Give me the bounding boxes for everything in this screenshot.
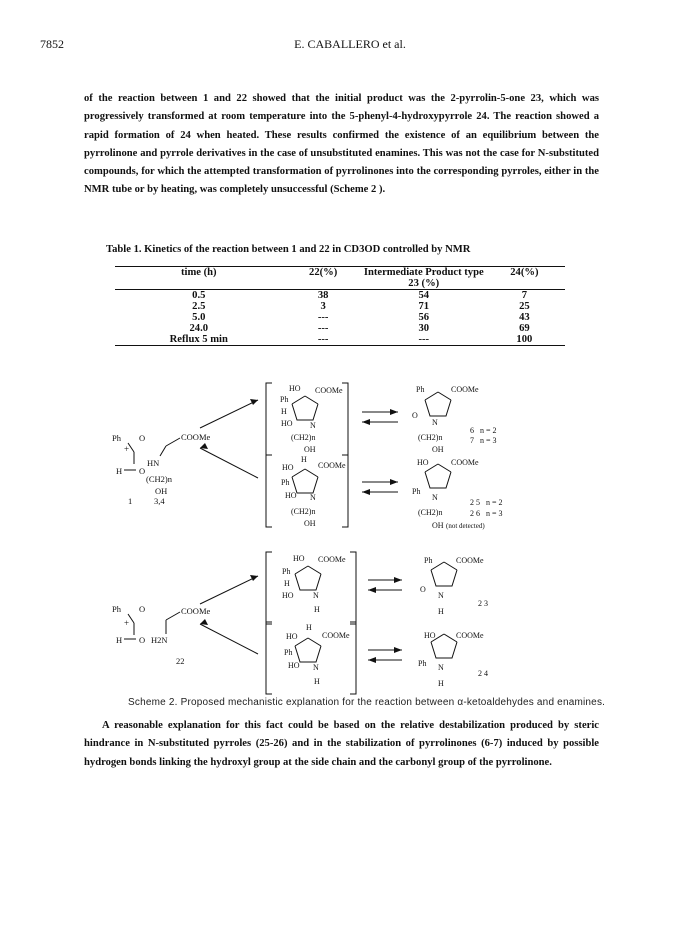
label-o: O bbox=[139, 604, 146, 614]
label-o: O bbox=[139, 466, 146, 476]
scheme-caption: Scheme 2. Proposed mechanistic explanation for the reaction between α-ketoaldehydes and enamines. bbox=[128, 697, 606, 708]
label-coome: COOMe bbox=[322, 631, 350, 640]
label-h2n: H2N bbox=[151, 635, 168, 645]
label-coome: COOMe bbox=[318, 555, 346, 564]
cell: 5.0 bbox=[192, 312, 206, 323]
cell: --- bbox=[317, 334, 329, 345]
label-ph: Ph bbox=[280, 395, 289, 404]
label-ch2n: (CH2)n bbox=[291, 433, 316, 442]
cell: 3 bbox=[320, 301, 326, 312]
reactants-1-and-22 bbox=[112, 604, 211, 666]
label-n3: n = 3 bbox=[480, 436, 497, 445]
label-h: H bbox=[438, 679, 444, 688]
label-not-detected: (not detected) bbox=[446, 522, 485, 530]
label-ch2n: (CH2)n bbox=[418, 508, 443, 517]
label-n: N bbox=[313, 663, 319, 672]
compound-23: 2 3 bbox=[478, 599, 488, 608]
cell: 7 bbox=[521, 290, 528, 301]
label-h: H bbox=[281, 407, 287, 416]
label-o: O bbox=[139, 433, 146, 443]
label-ho: HO bbox=[293, 554, 305, 563]
label-plus: + bbox=[124, 618, 130, 628]
intermediate-top-a bbox=[266, 383, 348, 455]
label-hn: HN bbox=[147, 458, 160, 468]
running-head: E. CABALLERO et al. bbox=[294, 37, 406, 51]
cell: Reflux 5 min bbox=[169, 334, 228, 345]
label-n3: n = 3 bbox=[486, 509, 503, 518]
label-ho: HO bbox=[281, 419, 293, 428]
label-ho: HO bbox=[424, 631, 436, 640]
header-time: time (h) bbox=[180, 267, 217, 278]
cell: 30 bbox=[418, 323, 430, 334]
label-ph: Ph bbox=[424, 556, 433, 565]
label-coome: COOMe bbox=[456, 631, 484, 640]
compound-1: 1 bbox=[128, 496, 133, 506]
cell: --- bbox=[317, 323, 329, 334]
label-h: H bbox=[314, 605, 320, 614]
reactants-1-and-3-4 bbox=[112, 432, 211, 506]
intermediate-bottom-a bbox=[266, 552, 356, 624]
label-ph: Ph bbox=[416, 385, 425, 394]
compound-25: 2 5 bbox=[470, 498, 480, 507]
label-ho: HO bbox=[417, 458, 429, 467]
header-24: 24(%) bbox=[510, 267, 539, 278]
cell: 100 bbox=[516, 334, 533, 345]
label-n: N bbox=[310, 493, 316, 502]
label-oh: OH bbox=[304, 445, 316, 454]
label-ch2n: (CH2)n bbox=[418, 433, 443, 442]
cell: 54 bbox=[418, 290, 430, 301]
compound-3-4: 3,4 bbox=[154, 496, 165, 506]
label-coome: COOMe bbox=[181, 606, 211, 616]
label-n: N bbox=[438, 663, 444, 672]
label-h: H bbox=[314, 677, 320, 686]
compound-22: 22 bbox=[176, 656, 185, 666]
cell: 38 bbox=[317, 290, 329, 301]
label-h: H bbox=[301, 455, 307, 464]
cell: 71 bbox=[418, 301, 430, 312]
label-h: H bbox=[116, 466, 123, 476]
cell: 24.0 bbox=[189, 323, 209, 334]
label-ph: Ph bbox=[112, 604, 121, 614]
label-ho: HO bbox=[285, 491, 297, 500]
label-n: N bbox=[432, 418, 438, 427]
label-coome: COOMe bbox=[451, 385, 479, 394]
table-caption: Table 1. Kinetics of the reaction between 1 and 22 in CD3OD controlled by NMR bbox=[106, 244, 471, 255]
label-ch2n: (CH2)n bbox=[146, 474, 172, 484]
compound-24: 2 4 bbox=[478, 669, 488, 678]
cell: --- bbox=[317, 312, 329, 323]
page-number: 7852 bbox=[40, 37, 64, 51]
cell: 0.5 bbox=[192, 290, 206, 301]
cell: 25 bbox=[519, 301, 530, 312]
label-coome: COOMe bbox=[181, 432, 211, 442]
label-ho: HO bbox=[286, 632, 298, 641]
label-oh: OH bbox=[155, 486, 168, 496]
header-22: 22(%) bbox=[309, 267, 338, 278]
header-intermediate: Intermediate Product type 23 (%) bbox=[363, 267, 484, 289]
compound-7: 7 bbox=[470, 436, 474, 445]
label-ho: HO bbox=[289, 384, 301, 393]
compound-26: 2 6 bbox=[470, 509, 480, 518]
label-n: N bbox=[432, 493, 438, 502]
products-6-7 bbox=[412, 385, 497, 454]
label-ch2n: (CH2)n bbox=[291, 507, 316, 516]
cell: 43 bbox=[519, 312, 530, 323]
label-n: N bbox=[310, 421, 316, 430]
label-oh: OH bbox=[432, 521, 444, 530]
label-n2: n = 2 bbox=[486, 498, 503, 507]
label-ho: HO bbox=[282, 591, 294, 600]
cell: 56 bbox=[418, 312, 430, 323]
paragraph-1: of the reaction between 1 and 22 showed that the initial product was the 2-pyrrolin-5-one 23, which was progressively transformed at room temperature into the 5-phenyl-4-hydroxypyrrole 24. The reaction showed a rapid formation of 24 when heated. These results confirmed the existence of an equilibrium between the pyrrolinone and pyrrole derivatives in the case of unsubstituted enamines. This was not the case for N-substituted compounds, for which the attempted transformation of pyrrolinones into the corresponding pyrroles, either in the NMR tube or by heating, was completely unsuccessful (Scheme 2 ). bbox=[84, 93, 599, 196]
compound-6: 6 bbox=[470, 426, 474, 435]
products-25-26 bbox=[412, 458, 503, 530]
product-23 bbox=[420, 556, 488, 616]
label-h: H bbox=[284, 579, 290, 588]
label-oh: OH bbox=[304, 519, 316, 528]
label-o: O bbox=[139, 635, 146, 645]
label-n: N bbox=[438, 591, 444, 600]
label-coome: COOMe bbox=[315, 386, 343, 395]
label-coome: COOMe bbox=[456, 556, 484, 565]
label-o: O bbox=[420, 585, 426, 594]
label-ph: Ph bbox=[418, 659, 427, 668]
label-ph: Ph bbox=[281, 478, 290, 487]
label-ph: Ph bbox=[112, 433, 121, 443]
label-oh: OH bbox=[432, 445, 444, 454]
cell: 69 bbox=[519, 323, 530, 334]
label-ho: HO bbox=[288, 661, 300, 670]
label-coome: COOMe bbox=[451, 458, 479, 467]
intermediate-bottom-b bbox=[266, 622, 356, 694]
label-ph: Ph bbox=[412, 487, 421, 496]
label-ph: Ph bbox=[284, 648, 293, 657]
label-n: N bbox=[313, 591, 319, 600]
product-24 bbox=[418, 631, 488, 688]
label-ho: HO bbox=[282, 463, 294, 472]
label-o: O bbox=[412, 411, 418, 420]
label-n2: n = 2 bbox=[480, 426, 497, 435]
paragraph-2: A reasonable explanation for this fact could be based on the relative destabilization produced by steric hindrance in N-substituted pyrroles (25-26) and in the stabilization of pyrrolinones (6-7) induced by possible hydrogen bonds linking the hydroxyl group at the side chain and the carbonyl group of the pyrrolinone. bbox=[84, 720, 599, 768]
label-coome: COOMe bbox=[318, 461, 346, 470]
cell: 2.5 bbox=[192, 301, 206, 312]
label-h: H bbox=[306, 623, 312, 632]
label-ph: Ph bbox=[282, 567, 291, 576]
label-h: H bbox=[116, 635, 123, 645]
cell: --- bbox=[418, 334, 430, 345]
intermediate-top-b bbox=[266, 455, 348, 528]
label-plus: + bbox=[124, 444, 130, 454]
label-h: H bbox=[438, 607, 444, 616]
